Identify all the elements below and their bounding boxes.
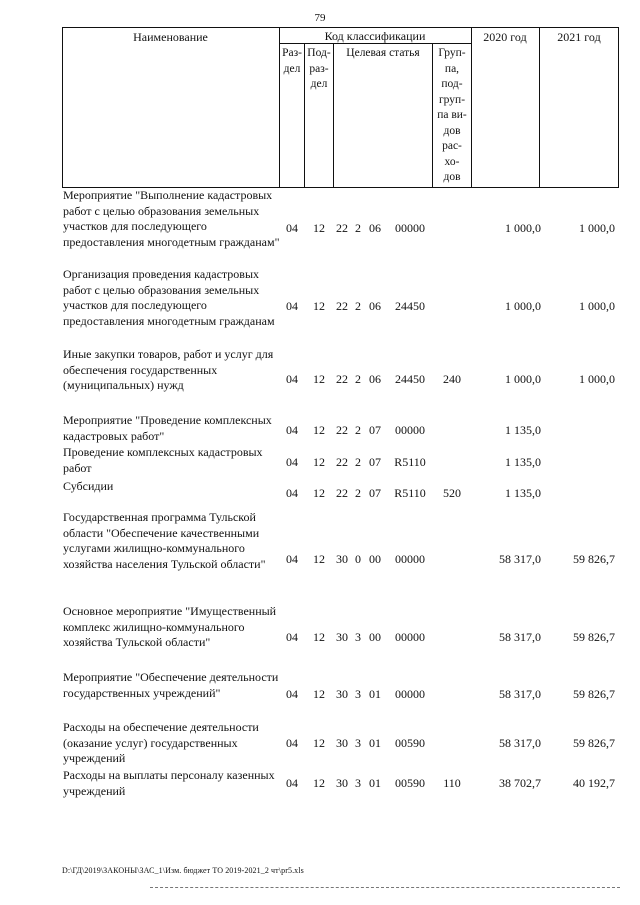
header-year-2020: 2020 год xyxy=(483,30,527,44)
row-name: Расходы на выплаты персоналу казенных учреждений xyxy=(63,768,275,798)
header-expense-group: Груп- па, под- груп- па ви- дов рас- хо- дов xyxy=(437,47,467,183)
header-target-article: Целевая статья xyxy=(346,47,420,59)
footer-file-path: D:\ГД\2019\ЗАКОНЫ\ЗАС_1\Изм. бюджет ТО 2019-2021_2 чт\pr5.xls xyxy=(62,866,304,875)
row-name: Расходы на обеспечение деятельности (оказание услуг) государственных учреждений xyxy=(63,720,259,765)
header-year-2021: 2021 год xyxy=(557,30,601,44)
bottom-divider xyxy=(150,887,620,888)
row-name: Иные закупки товаров, работ и услуг для обеспечения государственных (муниципальных) нужд xyxy=(63,347,274,392)
header-section: Раз- дел xyxy=(282,47,302,75)
header-code-group: Код классификации xyxy=(324,29,426,43)
row-name: Государственная программа Тульской области "Обеспечение качественными услугами жилищно-коммунального хозяйства населения Тульской области" xyxy=(63,510,266,571)
row-name: Мероприятие "Выполнение кадастровых работ с целью образования земельных участков для последующего предоставления многодетным гражданам" xyxy=(63,188,280,249)
page-number: 79 xyxy=(314,12,326,24)
row-name: Мероприятие "Проведение комплексных кадастровых работ" xyxy=(63,413,272,443)
header-name: Наименование xyxy=(133,30,208,44)
row-name: Проведение комплексных кадастровых работ xyxy=(63,445,263,475)
row-name: Организация проведения кадастровых работ с целью образования земельных участков для последующего предоставления многодетным гражданам xyxy=(63,267,275,328)
row-name: Субсидии xyxy=(63,479,114,493)
row-name: Мероприятие "Обеспечение деятельности государственных учреждений" xyxy=(63,670,279,700)
header-subsection: Под- раз- дел xyxy=(307,47,331,90)
row-name: Основное мероприятие "Имущественный комплекс жилищно-коммунального хозяйства Тульской области" xyxy=(63,604,277,649)
